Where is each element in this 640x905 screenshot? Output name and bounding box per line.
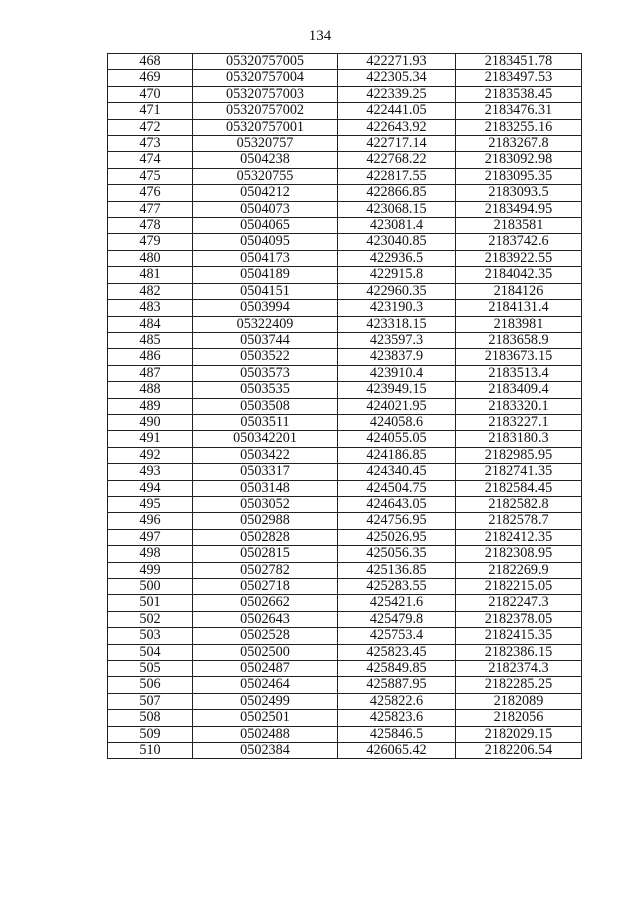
x-coordinate-cell: 425056.35 xyxy=(338,546,456,562)
x-coordinate-cell: 424504.75 xyxy=(338,480,456,496)
row-index-cell: 502 xyxy=(108,611,193,627)
table-row xyxy=(108,562,582,578)
row-index-cell: 475 xyxy=(108,168,193,184)
table-row xyxy=(108,464,582,480)
point-id-cell: 0504073 xyxy=(193,201,338,217)
table-row xyxy=(108,726,582,742)
x-coordinate-cell: 425849.85 xyxy=(338,661,456,677)
table-row xyxy=(108,218,582,234)
row-index-cell: 489 xyxy=(108,398,193,414)
point-id-cell: 05322409 xyxy=(193,316,338,332)
table-body xyxy=(108,54,582,759)
point-id-cell: 0503508 xyxy=(193,398,338,414)
x-coordinate-cell: 423949.15 xyxy=(338,382,456,398)
row-index-cell: 492 xyxy=(108,447,193,463)
table-row xyxy=(108,579,582,595)
x-coordinate-cell: 425136.85 xyxy=(338,562,456,578)
x-coordinate-cell: 422960.35 xyxy=(338,283,456,299)
table-row xyxy=(108,611,582,627)
point-id-cell: 05320757003 xyxy=(193,86,338,102)
point-id-cell: 0503994 xyxy=(193,300,338,316)
point-id-cell: 0504173 xyxy=(193,250,338,266)
y-coordinate-cell: 2183673.15 xyxy=(456,349,582,365)
row-index-cell: 474 xyxy=(108,152,193,168)
y-coordinate-cell: 2182582.8 xyxy=(456,496,582,512)
x-coordinate-cell: 422305.34 xyxy=(338,70,456,86)
table-row xyxy=(108,332,582,348)
table-row xyxy=(108,267,582,283)
x-coordinate-cell: 425026.95 xyxy=(338,529,456,545)
y-coordinate-cell: 2184131.4 xyxy=(456,300,582,316)
row-index-cell: 509 xyxy=(108,726,193,742)
table-row xyxy=(108,447,582,463)
x-coordinate-cell: 426065.42 xyxy=(338,743,456,759)
row-index-cell: 481 xyxy=(108,267,193,283)
row-index-cell: 483 xyxy=(108,300,193,316)
x-coordinate-cell: 425823.6 xyxy=(338,710,456,726)
y-coordinate-cell: 2182386.15 xyxy=(456,644,582,660)
row-index-cell: 482 xyxy=(108,283,193,299)
y-coordinate-cell: 2182378.05 xyxy=(456,611,582,627)
point-id-cell: 0503744 xyxy=(193,332,338,348)
x-coordinate-cell: 423040.85 xyxy=(338,234,456,250)
row-index-cell: 496 xyxy=(108,513,193,529)
y-coordinate-cell: 2182578.7 xyxy=(456,513,582,529)
y-coordinate-cell: 2182412.35 xyxy=(456,529,582,545)
x-coordinate-cell: 424055.05 xyxy=(338,431,456,447)
row-index-cell: 510 xyxy=(108,743,193,759)
table-row xyxy=(108,316,582,332)
table-row xyxy=(108,283,582,299)
y-coordinate-cell: 2182374.3 xyxy=(456,661,582,677)
x-coordinate-cell: 425421.6 xyxy=(338,595,456,611)
y-coordinate-cell: 2182308.95 xyxy=(456,546,582,562)
point-id-cell: 0503052 xyxy=(193,496,338,512)
y-coordinate-cell: 2184042.35 xyxy=(456,267,582,283)
table-row xyxy=(108,349,582,365)
y-coordinate-cell: 2182206.54 xyxy=(456,743,582,759)
table-row xyxy=(108,54,582,70)
table-row xyxy=(108,710,582,726)
point-id-cell: 0502384 xyxy=(193,743,338,759)
table-row xyxy=(108,529,582,545)
x-coordinate-cell: 423597.3 xyxy=(338,332,456,348)
point-id-cell: 0504212 xyxy=(193,185,338,201)
y-coordinate-cell: 2182741.35 xyxy=(456,464,582,480)
point-id-cell: 0502464 xyxy=(193,677,338,693)
point-id-cell: 0502488 xyxy=(193,726,338,742)
y-coordinate-cell: 2183981 xyxy=(456,316,582,332)
point-id-cell: 0502782 xyxy=(193,562,338,578)
x-coordinate-cell: 422643.92 xyxy=(338,119,456,135)
x-coordinate-cell: 425823.45 xyxy=(338,644,456,660)
x-coordinate-cell: 425753.4 xyxy=(338,628,456,644)
table-row xyxy=(108,546,582,562)
point-id-cell: 0503317 xyxy=(193,464,338,480)
row-index-cell: 486 xyxy=(108,349,193,365)
point-id-cell: 0504065 xyxy=(193,218,338,234)
row-index-cell: 473 xyxy=(108,136,193,152)
table-row xyxy=(108,661,582,677)
x-coordinate-cell: 423068.15 xyxy=(338,201,456,217)
y-coordinate-cell: 2182089 xyxy=(456,693,582,709)
row-index-cell: 488 xyxy=(108,382,193,398)
table-row xyxy=(108,250,582,266)
point-id-cell: 05320757004 xyxy=(193,70,338,86)
y-coordinate-cell: 2182415.35 xyxy=(456,628,582,644)
point-id-cell: 0502828 xyxy=(193,529,338,545)
x-coordinate-cell: 423910.4 xyxy=(338,365,456,381)
table-row xyxy=(108,513,582,529)
row-index-cell: 498 xyxy=(108,546,193,562)
row-index-cell: 485 xyxy=(108,332,193,348)
row-index-cell: 494 xyxy=(108,480,193,496)
x-coordinate-cell: 423837.9 xyxy=(338,349,456,365)
y-coordinate-cell: 2183742.6 xyxy=(456,234,582,250)
row-index-cell: 493 xyxy=(108,464,193,480)
point-id-cell: 05320757005 xyxy=(193,54,338,70)
point-id-cell: 0503522 xyxy=(193,349,338,365)
point-id-cell: 0502500 xyxy=(193,644,338,660)
y-coordinate-cell: 2183513.4 xyxy=(456,365,582,381)
row-index-cell: 477 xyxy=(108,201,193,217)
x-coordinate-cell: 424340.45 xyxy=(338,464,456,480)
x-coordinate-cell: 425846.5 xyxy=(338,726,456,742)
point-id-cell: 050342201 xyxy=(193,431,338,447)
table-row xyxy=(108,136,582,152)
x-coordinate-cell: 424756.95 xyxy=(338,513,456,529)
point-id-cell: 0504151 xyxy=(193,283,338,299)
point-id-cell: 0502487 xyxy=(193,661,338,677)
x-coordinate-cell: 424643.05 xyxy=(338,496,456,512)
table-row xyxy=(108,743,582,759)
y-coordinate-cell: 2182056 xyxy=(456,710,582,726)
row-index-cell: 479 xyxy=(108,234,193,250)
table-row xyxy=(108,644,582,660)
table-row xyxy=(108,595,582,611)
y-coordinate-cell: 2182584.45 xyxy=(456,480,582,496)
y-coordinate-cell: 2182985.95 xyxy=(456,447,582,463)
row-index-cell: 508 xyxy=(108,710,193,726)
point-id-cell: 0502718 xyxy=(193,579,338,595)
row-index-cell: 506 xyxy=(108,677,193,693)
y-coordinate-cell: 2183476.31 xyxy=(456,103,582,119)
x-coordinate-cell: 423081.4 xyxy=(338,218,456,234)
point-id-cell: 0503148 xyxy=(193,480,338,496)
point-id-cell: 0502499 xyxy=(193,693,338,709)
y-coordinate-cell: 2183497.53 xyxy=(456,70,582,86)
x-coordinate-cell: 424058.6 xyxy=(338,414,456,430)
x-coordinate-cell: 422817.55 xyxy=(338,168,456,184)
row-index-cell: 469 xyxy=(108,70,193,86)
point-id-cell: 05320755 xyxy=(193,168,338,184)
table-row xyxy=(108,496,582,512)
y-coordinate-cell: 2183658.9 xyxy=(456,332,582,348)
point-id-cell: 0502988 xyxy=(193,513,338,529)
point-id-cell: 0504189 xyxy=(193,267,338,283)
page-number: 134 xyxy=(308,28,332,44)
point-id-cell: 0504095 xyxy=(193,234,338,250)
table-row xyxy=(108,201,582,217)
y-coordinate-cell: 2182247.3 xyxy=(456,595,582,611)
row-index-cell: 484 xyxy=(108,316,193,332)
row-index-cell: 495 xyxy=(108,496,193,512)
y-coordinate-cell: 2182269.9 xyxy=(456,562,582,578)
y-coordinate-cell: 2183267.8 xyxy=(456,136,582,152)
x-coordinate-cell: 424186.85 xyxy=(338,447,456,463)
point-id-cell: 05320757002 xyxy=(193,103,338,119)
y-coordinate-cell: 2182029.15 xyxy=(456,726,582,742)
row-index-cell: 505 xyxy=(108,661,193,677)
x-coordinate-cell: 422271.93 xyxy=(338,54,456,70)
x-coordinate-cell: 425822.6 xyxy=(338,693,456,709)
x-coordinate-cell: 425479.8 xyxy=(338,611,456,627)
row-index-cell: 501 xyxy=(108,595,193,611)
x-coordinate-cell: 423190.3 xyxy=(338,300,456,316)
y-coordinate-cell: 2183538.45 xyxy=(456,86,582,102)
table-row xyxy=(108,168,582,184)
table-row xyxy=(108,70,582,86)
table-row xyxy=(108,398,582,414)
row-index-cell: 472 xyxy=(108,119,193,135)
table-row xyxy=(108,693,582,709)
x-coordinate-cell: 422936.5 xyxy=(338,250,456,266)
point-id-cell: 05320757001 xyxy=(193,119,338,135)
row-index-cell: 500 xyxy=(108,579,193,595)
point-id-cell: 0502815 xyxy=(193,546,338,562)
table-row xyxy=(108,628,582,644)
table-row xyxy=(108,103,582,119)
point-id-cell: 0503422 xyxy=(193,447,338,463)
table-row xyxy=(108,414,582,430)
row-index-cell: 468 xyxy=(108,54,193,70)
y-coordinate-cell: 2183180.3 xyxy=(456,431,582,447)
x-coordinate-cell: 422441.05 xyxy=(338,103,456,119)
row-index-cell: 470 xyxy=(108,86,193,102)
x-coordinate-cell: 422339.25 xyxy=(338,86,456,102)
y-coordinate-cell: 2183494.95 xyxy=(456,201,582,217)
table-row xyxy=(108,431,582,447)
y-coordinate-cell: 2182215.05 xyxy=(456,579,582,595)
x-coordinate-cell: 425283.55 xyxy=(338,579,456,595)
table-row xyxy=(108,234,582,250)
table-row xyxy=(108,152,582,168)
x-coordinate-cell: 424021.95 xyxy=(338,398,456,414)
y-coordinate-cell: 2183451.78 xyxy=(456,54,582,70)
y-coordinate-cell: 2183095.35 xyxy=(456,168,582,184)
point-id-cell: 0502501 xyxy=(193,710,338,726)
point-id-cell: 0502528 xyxy=(193,628,338,644)
point-id-cell: 0504238 xyxy=(193,152,338,168)
point-id-cell: 05320757 xyxy=(193,136,338,152)
y-coordinate-cell: 2183922.55 xyxy=(456,250,582,266)
y-coordinate-cell: 2183255.16 xyxy=(456,119,582,135)
x-coordinate-cell: 422915.8 xyxy=(338,267,456,283)
row-index-cell: 504 xyxy=(108,644,193,660)
table-row xyxy=(108,185,582,201)
coordinates-table xyxy=(107,53,582,759)
row-index-cell: 497 xyxy=(108,529,193,545)
x-coordinate-cell: 423318.15 xyxy=(338,316,456,332)
table-row xyxy=(108,119,582,135)
y-coordinate-cell: 2182285.25 xyxy=(456,677,582,693)
y-coordinate-cell: 2183093.5 xyxy=(456,185,582,201)
row-index-cell: 471 xyxy=(108,103,193,119)
point-id-cell: 0503573 xyxy=(193,365,338,381)
row-index-cell: 499 xyxy=(108,562,193,578)
row-index-cell: 480 xyxy=(108,250,193,266)
row-index-cell: 490 xyxy=(108,414,193,430)
row-index-cell: 487 xyxy=(108,365,193,381)
table-row xyxy=(108,365,582,381)
row-index-cell: 476 xyxy=(108,185,193,201)
y-coordinate-cell: 2183409.4 xyxy=(456,382,582,398)
point-id-cell: 0503535 xyxy=(193,382,338,398)
y-coordinate-cell: 2183227.1 xyxy=(456,414,582,430)
table-row xyxy=(108,86,582,102)
x-coordinate-cell: 422866.85 xyxy=(338,185,456,201)
table-row xyxy=(108,480,582,496)
point-id-cell: 0503511 xyxy=(193,414,338,430)
y-coordinate-cell: 2184126 xyxy=(456,283,582,299)
row-index-cell: 503 xyxy=(108,628,193,644)
row-index-cell: 507 xyxy=(108,693,193,709)
point-id-cell: 0502643 xyxy=(193,611,338,627)
x-coordinate-cell: 425887.95 xyxy=(338,677,456,693)
table-row xyxy=(108,300,582,316)
x-coordinate-cell: 422717.14 xyxy=(338,136,456,152)
y-coordinate-cell: 2183092.98 xyxy=(456,152,582,168)
point-id-cell: 0502662 xyxy=(193,595,338,611)
row-index-cell: 491 xyxy=(108,431,193,447)
y-coordinate-cell: 2183320.1 xyxy=(456,398,582,414)
row-index-cell: 478 xyxy=(108,218,193,234)
table-row xyxy=(108,382,582,398)
y-coordinate-cell: 2183581 xyxy=(456,218,582,234)
table-row xyxy=(108,677,582,693)
x-coordinate-cell: 422768.22 xyxy=(338,152,456,168)
